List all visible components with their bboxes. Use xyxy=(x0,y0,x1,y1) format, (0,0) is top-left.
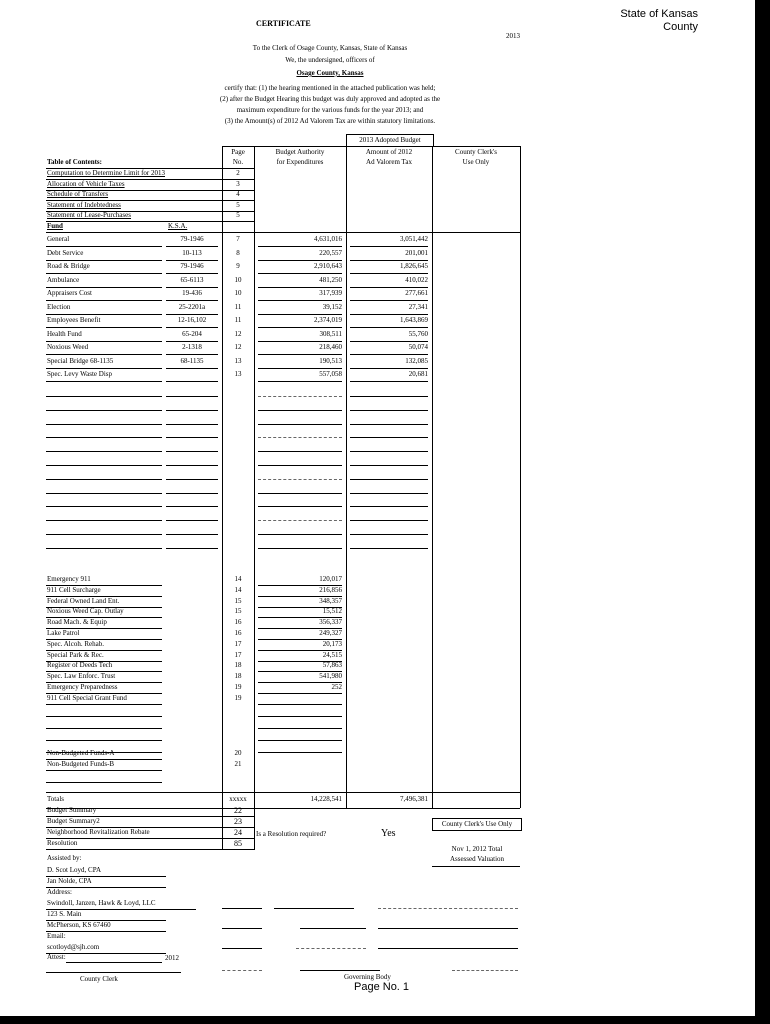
toc-row-page: 5 xyxy=(236,211,240,219)
fund-tax: 201,001 xyxy=(405,248,428,257)
non-budgeted-name: Non-Budgeted Funds-A xyxy=(47,749,115,757)
other-fund-name: Register of Deeds Tech xyxy=(47,661,113,670)
fund-ksa-line xyxy=(166,246,218,247)
street: 123 S. Main xyxy=(47,910,82,918)
table-bottom-line xyxy=(46,808,520,809)
valuation-line-2: Assessed Valuation xyxy=(449,855,505,863)
blank-row-line xyxy=(258,479,342,480)
email-label: Email: xyxy=(47,932,66,940)
certify-line-2: (2) after the Budget Hearing this budget was duly approved and adopted as the xyxy=(219,95,441,103)
fund-tax: 132,085 xyxy=(405,356,428,365)
blank-row-line xyxy=(46,740,162,741)
page-header-1: Page xyxy=(231,148,245,156)
fund-ksa: 65-204 xyxy=(182,329,202,338)
blank-row-line xyxy=(350,465,428,466)
fund-name-line xyxy=(46,300,162,301)
other-fund-page: 16 xyxy=(234,629,242,637)
blank-row-line xyxy=(258,506,342,507)
fund-name: Election xyxy=(47,302,71,311)
fund-ksa-line xyxy=(166,354,218,355)
fund-name-line xyxy=(46,273,162,274)
table-top-line xyxy=(222,146,520,147)
fund-ksa-line xyxy=(166,368,218,369)
fund-name: Debt Service xyxy=(47,248,84,257)
blank-row-line xyxy=(350,548,428,549)
fund-tax-line xyxy=(350,314,428,315)
fund-budget: 308,511 xyxy=(319,329,342,338)
non-budgeted-page: 20 xyxy=(234,749,242,757)
fund-tax-line xyxy=(350,273,428,274)
fund-ksa-line xyxy=(166,341,218,342)
ksa-header: K.S.A. xyxy=(168,222,188,230)
fund-budget-line xyxy=(258,327,342,328)
fund-budget: 557,058 xyxy=(319,370,342,378)
certificate-title: CERTIFICATE xyxy=(256,19,311,28)
fund-name: Road & Bridge xyxy=(47,262,90,270)
fund-ksa-line xyxy=(166,287,218,288)
other-fund-budget: 120,017 xyxy=(319,575,342,583)
fund-budget: 220,557 xyxy=(319,248,342,257)
summary-page: 24 xyxy=(234,828,242,837)
fund-tax-line xyxy=(350,300,428,301)
totals-top-line xyxy=(46,792,520,793)
blank-row-line xyxy=(166,451,218,452)
certify-line-3: maximum expenditure for the various funds for the year 2013; and xyxy=(236,106,424,114)
blank-row-line xyxy=(166,506,218,507)
summary-page: 85 xyxy=(234,839,242,848)
resolution-question: Is a Resolution required? xyxy=(256,830,327,838)
blank-row-line xyxy=(258,465,342,466)
fund-name-line xyxy=(46,314,162,315)
fund-budget: 2,910,643 xyxy=(314,262,342,270)
fund-budget: 481,250 xyxy=(319,275,342,284)
fund-ksa: 19-436 xyxy=(182,289,202,297)
assisted-label: Assisted by: xyxy=(47,854,82,862)
firm-name: Swindoll, Janzen, Hawk & Loyd, LLC xyxy=(47,899,156,907)
blank-row-line xyxy=(166,437,218,438)
blank-row-line xyxy=(46,410,162,411)
fund-tax: 1,826,645 xyxy=(400,262,428,270)
fund-tax-line xyxy=(350,246,428,247)
fund-ksa: 68-1135 xyxy=(180,356,204,365)
summary-label: Neighborhood Revitalization Rebate xyxy=(47,828,150,836)
clerk-sign-line xyxy=(46,972,181,973)
address-label: Address: xyxy=(47,888,72,896)
blank-row-line xyxy=(46,493,162,494)
fund-ksa: 25-2201a xyxy=(178,302,206,311)
governing-body-label: Governing Body xyxy=(344,973,391,981)
fund-tax-line xyxy=(350,381,428,382)
other-fund-page: 19 xyxy=(234,693,242,702)
fund-budget: 4,631,016 xyxy=(314,235,342,243)
fund-ksa-line xyxy=(166,300,218,301)
totals-tax: 7,496,381 xyxy=(400,795,428,803)
blank-row-line xyxy=(350,520,428,521)
fund-name: Spec. Levy Waste Disp xyxy=(47,370,113,378)
other-fund-budget-line xyxy=(258,704,342,705)
toc-row-page: 5 xyxy=(236,200,240,209)
col-line-tax-right xyxy=(432,146,433,808)
city: McPherson, KS 67460 xyxy=(47,921,111,929)
attest-line xyxy=(66,962,162,963)
fund-name-line xyxy=(46,381,162,382)
fund-budget-line xyxy=(258,260,342,261)
toc-row-page: 3 xyxy=(236,179,240,188)
totals-label: Totals xyxy=(47,795,65,803)
fund-name-line xyxy=(46,246,162,247)
header-year: 2013 xyxy=(506,32,520,40)
fund-budget: 218,460 xyxy=(319,343,342,351)
blank-row-line xyxy=(258,548,342,549)
other-fund-budget: 216,856 xyxy=(319,585,342,594)
certify-line-4: (3) the Amount(s) of 2012 Ad Valorem Tax are within statutory limitations. xyxy=(224,117,436,125)
toc-row-line xyxy=(46,221,254,222)
blank-row-line xyxy=(46,548,162,549)
toc-row-label: Computation to Determine Limit for 2013 xyxy=(47,169,166,177)
fund-tax-line xyxy=(350,341,428,342)
sig-line-2b xyxy=(300,928,366,929)
toc-row-page: 4 xyxy=(236,190,240,198)
assisted-name-1: D. Scot Loyd, CPA xyxy=(47,866,102,874)
clerk-header-1: County Clerk's xyxy=(455,148,497,156)
blank-row-line xyxy=(350,424,428,425)
fund-ksa: 2-1318 xyxy=(182,343,202,351)
adopted-budget-header: 2013 Adopted Budget xyxy=(359,136,421,144)
blank-row-line xyxy=(258,493,342,494)
blank-row-line xyxy=(350,534,428,535)
page-header-2: No. xyxy=(232,158,244,166)
summary-page-right xyxy=(254,806,255,850)
resolution-answer: Yes xyxy=(381,828,396,839)
col-line-page-right xyxy=(254,146,255,808)
fund-tax-line xyxy=(350,368,428,369)
other-fund-name: Emergency Preparedness xyxy=(47,683,118,691)
toc-row-label: Statement of Lease-Purchases xyxy=(47,211,131,219)
summary-page-left xyxy=(222,806,223,850)
fund-page: 11 xyxy=(234,302,242,311)
other-fund-page: 17 xyxy=(234,639,242,648)
toc-row-label: Schedule of Transfers xyxy=(47,190,109,198)
sig-line-3c xyxy=(378,948,518,949)
col-line-clerk-right xyxy=(520,146,521,808)
fund-tax-line xyxy=(350,327,428,328)
blank-row-line xyxy=(258,437,342,438)
fund-page: 8 xyxy=(236,248,240,257)
fund-page: 13 xyxy=(234,370,242,378)
fund-name: Appraisers Cost xyxy=(47,289,92,297)
toc-row-label: Statement of Indebtedness xyxy=(47,200,121,209)
blank-row-line xyxy=(258,520,342,521)
blank-row-line xyxy=(350,396,428,397)
fund-ksa: 79-1946 xyxy=(180,235,204,243)
other-fund-budget: 356,337 xyxy=(319,618,342,627)
fund-budget: 190,513 xyxy=(319,356,342,365)
sig-line-4c xyxy=(452,970,518,971)
other-fund-budget: 57,863 xyxy=(322,661,342,670)
other-fund-page: 18 xyxy=(234,661,242,670)
blank-row-line xyxy=(46,479,162,480)
summary-label: Budget Summary xyxy=(47,806,97,814)
blank-row-line xyxy=(258,424,342,425)
other-fund-budget: 24,515 xyxy=(322,650,342,659)
other-fund-page: 18 xyxy=(234,672,242,681)
fund-page: 10 xyxy=(234,275,242,284)
fund-page: 11 xyxy=(234,316,242,324)
blank-row-line xyxy=(350,493,428,494)
blank-row-line xyxy=(350,506,428,507)
clerk-header-2: Use Only xyxy=(462,158,490,166)
fund-name: Employees Benefit xyxy=(47,316,101,324)
other-fund-name: Special Park & Rec. xyxy=(47,650,104,659)
fund-budget: 39,152 xyxy=(322,302,342,311)
other-fund-budget: 249,327 xyxy=(319,629,342,637)
fund-name: Special Bridge 68-1135 xyxy=(47,356,114,365)
fund-name: General xyxy=(47,235,70,243)
summary-page: 23 xyxy=(234,817,242,826)
other-fund-page: 16 xyxy=(234,618,242,627)
other-fund-budget: 20,173 xyxy=(322,639,342,648)
totals-budget: 14,228,541 xyxy=(310,795,342,803)
blank-row-line xyxy=(46,506,162,507)
blank-row-line xyxy=(46,728,162,729)
state-label: State of Kansas xyxy=(620,8,698,20)
fund-budget: 2,374,019 xyxy=(314,316,342,324)
budget-header-1: Budget Authority xyxy=(275,148,325,156)
other-fund-line xyxy=(46,704,162,705)
fund-name-line xyxy=(46,341,162,342)
fund-ksa-line xyxy=(166,381,218,382)
email-value: scotloyd@sjh.com xyxy=(47,943,100,951)
fund-budget-line xyxy=(258,341,342,342)
fund-page: 7 xyxy=(236,235,240,243)
to-clerk-line: To the Clerk of Osage County, Kansas, State of Kansas xyxy=(252,44,408,52)
scan-edge-bottom xyxy=(0,1016,770,1024)
other-fund-page: 14 xyxy=(234,575,242,583)
sig-line-1c xyxy=(378,908,518,909)
blank-row-line xyxy=(46,782,162,783)
blank-row-line xyxy=(46,534,162,535)
fund-budget-line xyxy=(258,354,342,355)
fund-header: Fund xyxy=(47,222,63,230)
summary-label: Budget Summary2 xyxy=(47,817,100,825)
fund-header-line xyxy=(46,232,520,233)
other-fund-page: 15 xyxy=(234,607,242,616)
fund-page: 12 xyxy=(234,329,242,338)
fund-budget-line xyxy=(258,273,342,274)
fund-budget-line xyxy=(258,300,342,301)
other-fund-budget: 348,357 xyxy=(319,596,342,605)
fund-budget: 317,939 xyxy=(319,289,342,297)
valuation-line xyxy=(432,866,520,867)
fund-tax: 410,022 xyxy=(405,275,428,284)
fund-budget-line xyxy=(258,368,342,369)
fund-budget-line xyxy=(258,381,342,382)
fund-name-line xyxy=(46,354,162,355)
fund-ksa-line xyxy=(166,327,218,328)
blank-row-line xyxy=(350,410,428,411)
non-budgeted-page: 21 xyxy=(234,760,242,768)
sig-line-4a xyxy=(222,970,262,971)
blank-row-line xyxy=(258,451,342,452)
other-fund-page: 17 xyxy=(234,650,242,659)
valuation-line-1: Nov 1, 2012 Total xyxy=(451,845,503,853)
fund-name: Health Fund xyxy=(47,329,82,338)
blank-row-line xyxy=(166,534,218,535)
fund-page: 12 xyxy=(234,343,242,351)
other-fund-name: Lake Patrol xyxy=(47,629,80,637)
blank-row-line xyxy=(166,424,218,425)
blank-row-line xyxy=(166,396,218,397)
col-line-budget-right xyxy=(346,146,347,808)
fund-ksa: 65-6113 xyxy=(180,275,204,284)
blank-row-line xyxy=(166,493,218,494)
undersigned-line: We, the undersigned, officers of xyxy=(285,56,375,64)
summary-page: 22 xyxy=(234,806,242,815)
fund-tax-line xyxy=(350,354,428,355)
other-fund-budget-line xyxy=(258,693,342,694)
other-fund-name: Noxious Weed Cap. Outlay xyxy=(47,607,124,616)
fund-name: Ambulance xyxy=(47,275,80,284)
blank-row-line xyxy=(350,451,428,452)
blank-row-line xyxy=(166,520,218,521)
page-number: Page No. 1 xyxy=(354,981,410,993)
other-fund-name: 911 Cell Surcharge xyxy=(47,585,101,594)
sig-line-1b xyxy=(274,908,354,909)
scan-edge-right xyxy=(755,0,770,1024)
other-fund-name: Federal Owned Land Ent. xyxy=(47,596,120,605)
fund-budget-line xyxy=(258,246,342,247)
blank-row-line xyxy=(166,465,218,466)
fund-name-line xyxy=(46,287,162,288)
blank-row-line xyxy=(46,451,162,452)
sig-line-2c xyxy=(378,928,518,929)
tax-header-1: Amount of 2012 xyxy=(365,148,413,156)
blank-row-line xyxy=(46,520,162,521)
blank-row-line xyxy=(258,728,342,729)
other-fund-budget: 252 xyxy=(331,683,342,691)
col-line-page-left xyxy=(222,146,223,808)
sig-line-3b xyxy=(296,948,366,949)
tax-header-2: Ad Valorem Tax xyxy=(366,158,412,166)
other-fund-page: 19 xyxy=(234,683,242,691)
blank-row-line xyxy=(258,740,342,741)
fund-page: 10 xyxy=(234,289,242,297)
blank-row-line xyxy=(46,716,162,717)
sig-line-4b xyxy=(300,970,380,971)
fund-tax: 55,760 xyxy=(408,329,428,338)
fund-page: 13 xyxy=(234,356,242,365)
other-fund-page: 14 xyxy=(234,585,242,594)
totals-page: xxxxx xyxy=(229,795,247,803)
fund-ksa-line xyxy=(166,314,218,315)
county-label: County xyxy=(663,21,698,33)
other-fund-name: Spec. Alcoh. Rehab. xyxy=(47,639,104,648)
sig-line-1a xyxy=(222,908,262,909)
fund-name-line xyxy=(46,368,162,369)
fund-page: 9 xyxy=(236,262,240,270)
fund-name-line xyxy=(46,260,162,261)
blank-row-line xyxy=(258,716,342,717)
fund-ksa-line xyxy=(166,273,218,274)
non-budgeted-line xyxy=(46,770,162,771)
fund-tax: 50,074 xyxy=(408,343,428,351)
blank-row-line xyxy=(46,465,162,466)
fund-name-line xyxy=(46,327,162,328)
blank-row-line xyxy=(166,548,218,549)
fund-ksa: 12-16,102 xyxy=(177,316,207,324)
blank-row-line xyxy=(350,437,428,438)
fund-budget-line xyxy=(258,314,342,315)
fund-tax: 20,681 xyxy=(408,370,428,378)
fund-ksa: 10-113 xyxy=(182,248,202,257)
blank-row-line xyxy=(166,410,218,411)
other-fund-page: 15 xyxy=(234,596,242,605)
blank-row-line xyxy=(46,437,162,438)
budget-header-2: for Expenditures xyxy=(276,158,324,166)
clerk-use-label: County Clerk's Use Only xyxy=(441,820,513,828)
fund-ksa: 79-1946 xyxy=(180,262,204,270)
attest-label: Attest: xyxy=(47,953,66,961)
other-fund-budget: 541,980 xyxy=(319,672,342,681)
fund-tax-line xyxy=(350,260,428,261)
county-clerk-label: County Clerk xyxy=(80,975,118,983)
other-fund-name: Spec. Law Enforc. Trust xyxy=(47,672,116,681)
fund-budget-line xyxy=(258,287,342,288)
toc-row-label: Allocation of Vehicle Taxes xyxy=(47,179,125,188)
other-fund-name: 911 Cell Special Grant Fund xyxy=(47,693,127,702)
blank-row-line xyxy=(46,424,162,425)
sig-line-2a xyxy=(222,928,262,929)
blank-row-line xyxy=(258,534,342,535)
non-budgeted-name: Non-Budgeted Funds-B xyxy=(47,760,115,768)
summary-label: Resolution xyxy=(47,839,78,847)
fund-tax-line xyxy=(350,287,428,288)
fund-name: Noxious Weed xyxy=(47,343,89,351)
fund-tax: 277,661 xyxy=(405,289,428,297)
certify-line-1: certify that: (1) the hearing mentioned in the attached publication was held; xyxy=(224,84,436,92)
toc-row-page: 2 xyxy=(236,169,240,177)
other-fund-name: Road Mach. & Equip xyxy=(47,618,107,627)
blank-row-line xyxy=(258,410,342,411)
attest-year: 2012 xyxy=(165,954,179,962)
fund-tax: 1,643,869 xyxy=(400,316,428,324)
blank-row-line xyxy=(350,479,428,480)
fund-tax: 3,051,442 xyxy=(400,235,428,243)
blank-row-line xyxy=(258,396,342,397)
other-fund-budget: 15,512 xyxy=(322,607,342,616)
assisted-name-2: Jan Nolde, CPA xyxy=(47,877,92,885)
fund-tax: 27,341 xyxy=(408,302,428,311)
blank-row-line xyxy=(166,479,218,480)
blank-row-line xyxy=(46,396,162,397)
blank-row-line xyxy=(258,752,342,753)
toc-header: Table of Contents: xyxy=(47,158,102,166)
other-fund-name: Emergency 911 xyxy=(47,575,91,583)
entity-name: Osage County, Kansas xyxy=(296,69,364,77)
fund-ksa-line xyxy=(166,260,218,261)
sig-line-3a xyxy=(222,948,262,949)
